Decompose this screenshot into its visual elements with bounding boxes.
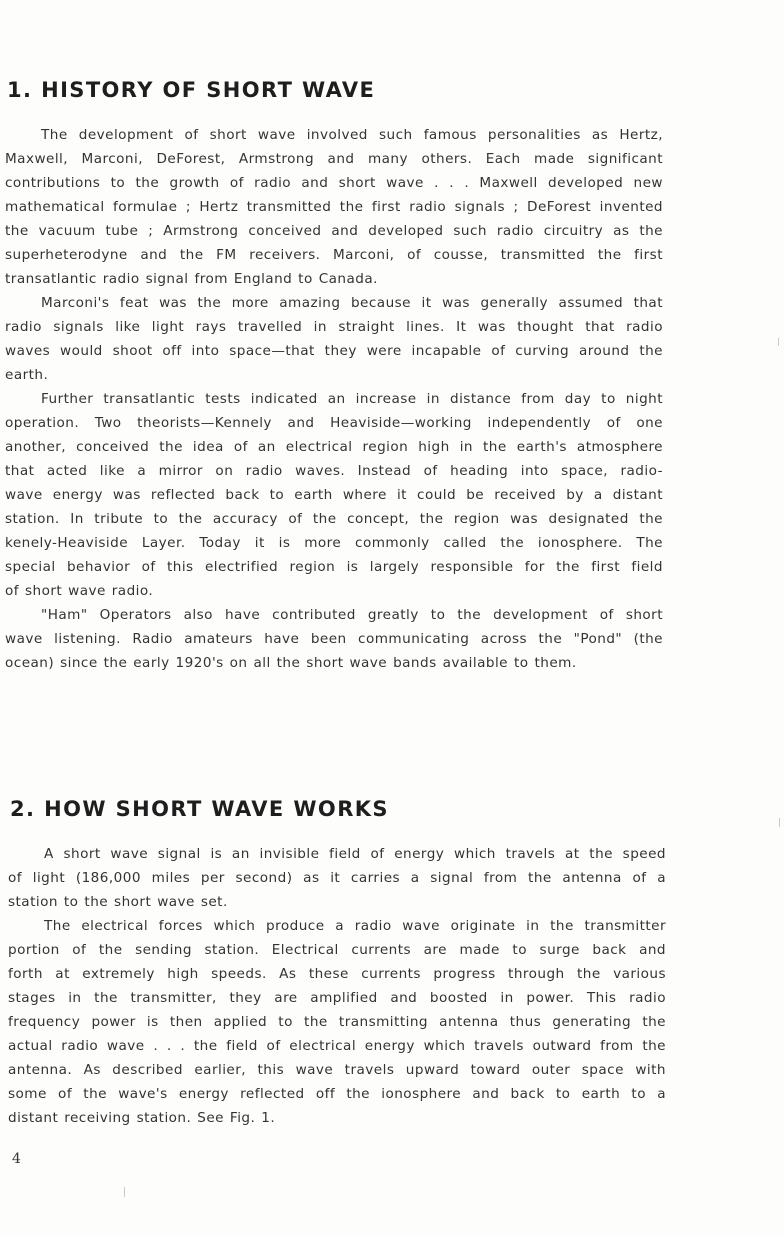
section-2-line: forth at extremely high speeds. As these currents progress through the various [8,966,666,982]
section-2-line: distant receiving station. See Fig. 1. [8,1110,276,1126]
section-1-line: Maxwell, Marconi, DeForest, Armstrong and many others. Each made significant [5,151,663,167]
section-1-line: wave listening. Radio amateurs have been communicating across the "Pond" (the [5,631,663,647]
section-1-line: "Ham" Operators also have contributed greatly to the development of short [41,607,663,623]
section-1-line: waves would shoot off into space—that they were incapable of curving around the [5,343,663,359]
section-2-line: antenna. As described earlier, this wave travels upward toward outer space with [8,1062,666,1078]
section-1-line: transatlantic radio signal from England to Canada. [5,271,378,287]
section-1-line: mathematical formulae ; Hertz transmitted the first radio signals ; DeForest invented [5,199,663,215]
section-1-line: the vacuum tube ; Armstrong conceived and developed such radio circuitry as the [5,223,663,239]
section-1-line: another, conceived the idea of an electrical region high in the earth's atmosphere [5,439,663,455]
section-2-line: some of the wave's energy reflected off the ionosphere and back to earth to a [8,1086,666,1102]
section-1-line: wave energy was reflected back to earth where it could be received by a distant [5,487,663,503]
scan-mark [124,1187,125,1197]
section-2-line: The electrical forces which produce a radio wave originate in the transmitter [44,918,666,934]
section-1-line: superheterodyne and the FM receivers. Marconi, of cousse, transmitted the first [5,247,663,263]
section-1-line: that acted like a mirror on radio waves. Instead of heading into space, radio- [5,463,663,479]
section-1-line: ocean) since the early 1920's on all the short wave bands available to them. [5,655,577,671]
scan-mark [779,818,780,827]
page-number: 4 [12,1151,21,1167]
section-1-line: of short wave radio. [5,583,154,599]
section-1-line: special behavior of this electrified region is largely responsible for the first field [5,559,663,575]
section-1-line: operation. Two theorists—Kennely and Heaviside—working independently of one [5,415,663,431]
section-2-line: actual radio wave . . . the field of electrical energy which travels outward from the [8,1038,666,1054]
section-2-line: of light (186,000 miles per second) as it carries a signal from the antenna of a [8,870,666,886]
scan-mark [778,338,779,346]
section-1-heading: 1. HISTORY OF SHORT WAVE [7,78,376,102]
section-2-line: stages in the transmitter, they are amplified and boosted in power. This radio [8,990,666,1006]
section-1-line: station. In tribute to the accuracy of the concept, the region was designated the [5,511,663,527]
section-1-line: kenely-Heaviside Layer. Today it is more commonly called the ionosphere. The [5,535,663,551]
section-2-line: A short wave signal is an invisible field of energy which travels at the speed [44,846,666,862]
section-1-line: contributions to the growth of radio and short wave . . . Maxwell developed new [5,175,663,191]
section-2-line: frequency power is then applied to the transmitting antenna thus generating the [8,1014,666,1030]
section-1-line: The development of short wave involved such famous personalities as Hertz, [41,127,663,143]
section-2-line: portion of the sending station. Electrical currents are made to surge back and [8,942,666,958]
section-1-line: earth. [5,367,49,383]
section-2-heading: 2. HOW SHORT WAVE WORKS [10,797,389,821]
section-2-line: station to the short wave set. [8,894,228,910]
section-1-line: Marconi's feat was the more amazing because it was generally assumed that [41,295,663,311]
section-1-line: Further transatlantic tests indicated an increase in distance from day to night [41,391,663,407]
section-1-line: radio signals like light rays travelled in straight lines. It was thought that radio [5,319,663,335]
